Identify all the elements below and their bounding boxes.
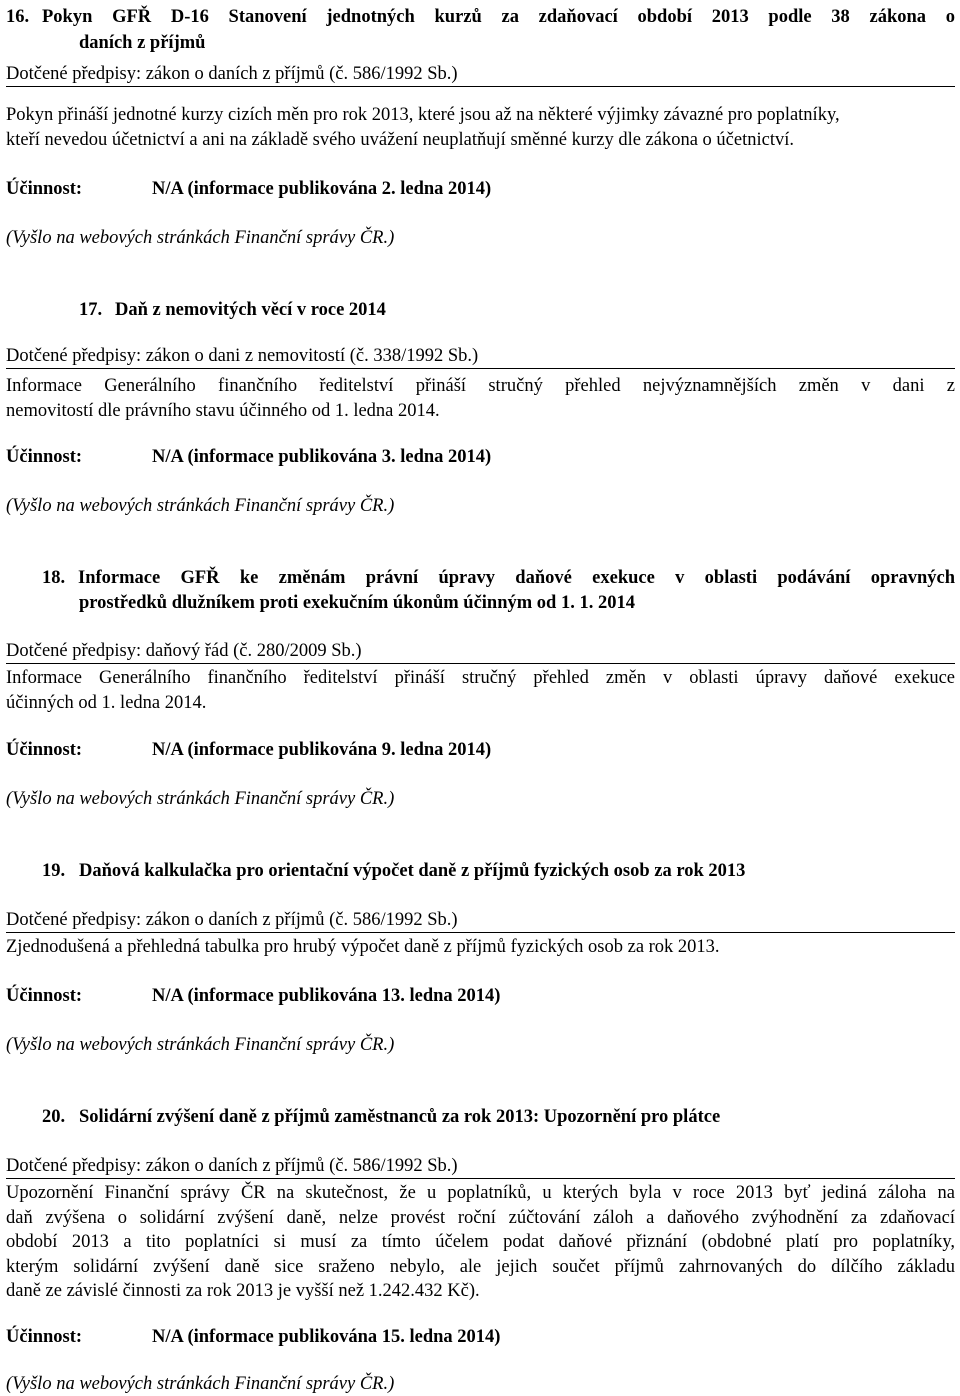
item-title-continued: daních z příjmů bbox=[79, 33, 206, 53]
item-description-line: kterým solidární zvýšení daně sice sraženo nebylo, ale jejich součet příjmů zahrnovaných do dílčího základu bbox=[6, 1257, 955, 1277]
divider bbox=[6, 663, 955, 664]
item-effectiveness bbox=[6, 177, 955, 201]
item-description-line: Informace Generálního finančního ředitelství přináší stručný přehled změn v oblasti úpravy daňové exekuce bbox=[6, 668, 955, 688]
item-description-line: Zjednodušená a přehledná tabulka pro hrubý výpočet daně z příjmů fyzických osob za rok 2013. bbox=[6, 937, 720, 957]
item-description-line: Pokyn přináší jednotné kurzy cizích měn pro rok 2013, které jsou až na některé výjimky závazné pro poplatníky, bbox=[6, 105, 840, 125]
item-effectiveness bbox=[6, 738, 955, 762]
effectiveness-label: Účinnost: bbox=[6, 1327, 83, 1347]
effectiveness-label: Účinnost: bbox=[6, 179, 83, 199]
divider bbox=[6, 932, 955, 933]
item-effectiveness bbox=[6, 1325, 955, 1349]
item-regulations: Dotčené předpisy: zákon o daních z příjmů (č. 586/1992 Sb.) bbox=[6, 910, 458, 930]
item-regulations: Dotčené předpisy: zákon o daních z příjmů (č. 586/1992 Sb.) bbox=[6, 1156, 458, 1176]
effectiveness-label: Účinnost: bbox=[6, 447, 83, 467]
item-source: (Vyšlo na webových stránkách Finanční správy ČR.) bbox=[6, 1374, 395, 1394]
effectiveness-label: Účinnost: bbox=[6, 740, 83, 760]
item-description-line: kteří nevedou účetnictví a ani na základě svého uvážení neuplatňují směnné kurzy dle zákona o účetnictví. bbox=[6, 130, 795, 150]
item-effectiveness bbox=[6, 984, 955, 1008]
item-title: 19. Daňová kalkulačka pro orientační výpočet daně z příjmů fyzických osob za rok 2013 bbox=[42, 861, 746, 881]
divider bbox=[6, 368, 955, 369]
item-regulations: Dotčené předpisy: daňový řád (č. 280/2009 Sb.) bbox=[6, 641, 362, 661]
item-source: (Vyšlo na webových stránkách Finanční správy ČR.) bbox=[6, 496, 395, 516]
effectiveness-value: N/A (informace publikována 15. ledna 2014) bbox=[152, 1327, 501, 1347]
effectiveness-value: N/A (informace publikována 3. ledna 2014) bbox=[152, 447, 492, 467]
effectiveness-value: N/A (informace publikována 2. ledna 2014) bbox=[152, 179, 492, 199]
item-description-line: Upozornění Finanční správy ČR na skutečnost, že u poplatníků, u kterých byla v roce 2013 byť jediná záloha na bbox=[6, 1183, 955, 1203]
item-description-line: Informace Generálního finančního ředitelství přináší stručný přehled nejvýznamnějších změn v dani z bbox=[6, 376, 955, 396]
item-title: 18. Informace GFŘ ke změnám právní úpravy daňové exekuce v oblasti podávání opravných bbox=[42, 568, 955, 588]
item-source: (Vyšlo na webových stránkách Finanční správy ČR.) bbox=[6, 789, 395, 809]
item-title: 17. Daň z nemovitých věcí v roce 2014 bbox=[79, 300, 386, 320]
item-description-line: nemovitostí dle právního stavu účinného od 1. ledna 2014. bbox=[6, 401, 440, 421]
item-number: 20. bbox=[42, 1107, 66, 1127]
item-description-line: období 2013 a tito poplatníci si musí za tímto účelem podat daňové přiznání (obdobné platí pro poplatníky, bbox=[6, 1232, 955, 1252]
item-number: 16. bbox=[6, 7, 30, 27]
item-number: 19. bbox=[42, 861, 66, 881]
item-number: 17. bbox=[79, 300, 103, 320]
item-description-line: účinných od 1. ledna 2014. bbox=[6, 693, 207, 713]
item-effectiveness bbox=[6, 445, 955, 469]
item-title-continued: prostředků dlužníkem proti exekučním úkonům účinným od 1. 1. 2014 bbox=[79, 593, 635, 613]
effectiveness-label: Účinnost: bbox=[6, 986, 83, 1006]
item-description-line: daň zvýšena o solidární zvýšení daně, nelze provést roční zúčtování záloh a daňového zvýhodnění za zdaňovací bbox=[6, 1208, 955, 1228]
item-title: 16. Pokyn GFŘ D-16 Stanovení jednotných kurzů za zdaňovací období 2013 podle 38 zákona o bbox=[6, 7, 955, 27]
effectiveness-value: N/A (informace publikována 9. ledna 2014) bbox=[152, 740, 492, 760]
item-description-line: daně ze závislé činnosti za rok 2013 je vyšší než 1.242.432 Kč). bbox=[6, 1281, 480, 1301]
item-regulations: Dotčené předpisy: zákon o dani z nemovitostí (č. 338/1992 Sb.) bbox=[6, 346, 479, 366]
item-title: 20. Solidární zvýšení daně z příjmů zaměstnanců za rok 2013: Upozornění pro plátce bbox=[42, 1107, 721, 1127]
divider bbox=[6, 86, 955, 87]
item-source: (Vyšlo na webových stránkách Finanční správy ČR.) bbox=[6, 228, 395, 248]
item-number: 18. bbox=[42, 568, 66, 588]
divider bbox=[6, 1178, 955, 1179]
effectiveness-value: N/A (informace publikována 13. ledna 2014) bbox=[152, 986, 501, 1006]
item-regulations: Dotčené předpisy: zákon o daních z příjmů (č. 586/1992 Sb.) bbox=[6, 64, 458, 84]
item-source: (Vyšlo na webových stránkách Finanční správy ČR.) bbox=[6, 1035, 395, 1055]
